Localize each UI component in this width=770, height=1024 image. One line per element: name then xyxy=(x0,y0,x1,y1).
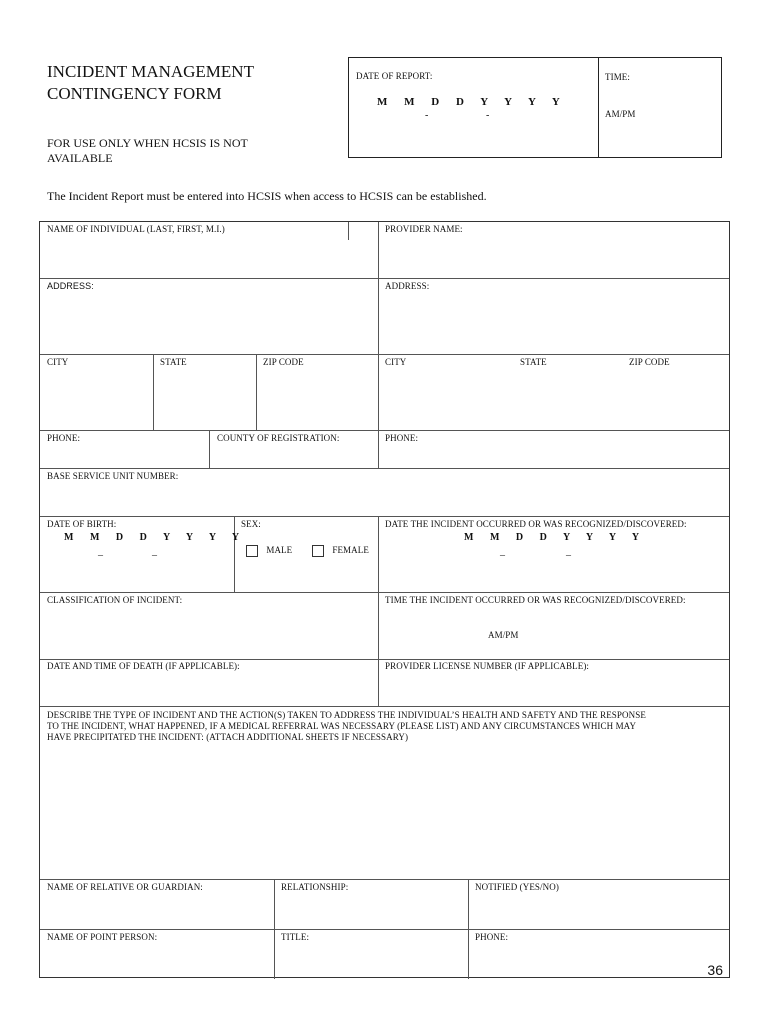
death-date-time-field[interactable]: DATE AND TIME OF DEATH (IF APPLICABLE): xyxy=(47,661,240,671)
title-line-1: INCIDENT MANAGEMENT xyxy=(47,62,254,81)
time-incident-label: TIME THE INCIDENT OCCURRED OR WAS RECOGNIZED/DISCOVERED: xyxy=(385,595,686,605)
point-person-field[interactable]: NAME OF POINT PERSON: xyxy=(47,932,158,942)
provider-name-field[interactable]: PROVIDER NAME: xyxy=(385,224,463,234)
point-person-phone-field[interactable]: PHONE: xyxy=(475,932,509,942)
incident-form-grid xyxy=(39,221,730,978)
date-of-birth-field[interactable]: M M D D Y Y Y Y xyxy=(64,532,240,543)
date-incident-label: DATE THE INCIDENT OCCURRED OR WAS RECOGNIZED/DISCOVERED: xyxy=(385,519,687,529)
individual-city-field[interactable]: CITY xyxy=(47,357,69,367)
female-option[interactable] xyxy=(312,545,369,557)
form-title xyxy=(47,61,254,105)
page-number: 36 xyxy=(707,962,723,978)
describe-line-2: TO THE INCIDENT, WHAT HAPPENED, IF A MEDICAL REFERRAL WAS NECESSARY (PLEASE LIST) AND ANY CIRCUMSTANCES WHICH MAY xyxy=(47,721,637,731)
individual-zip-field[interactable]: ZIP CODE xyxy=(263,357,304,367)
relative-guardian-field[interactable]: NAME OF RELATIVE OR GUARDIAN: xyxy=(47,882,203,892)
title-line-2: CONTINGENCY FORM xyxy=(47,84,222,103)
dob-underscore-1: _ xyxy=(98,546,103,557)
provider-phone-field[interactable]: PHONE: xyxy=(385,433,419,443)
date-incident-field[interactable]: M M D D Y Y Y Y xyxy=(464,532,640,543)
individual-phone-field[interactable]: PHONE: xyxy=(47,433,81,443)
subtitle-line-1: FOR USE ONLY WHEN HCSIS IS NOT xyxy=(47,136,248,150)
female-label: FEMALE xyxy=(332,545,369,556)
time-label: TIME: xyxy=(605,72,630,82)
provider-state-field[interactable]: STATE xyxy=(520,357,547,367)
report-date-box xyxy=(348,57,722,158)
sex-label: SEX: xyxy=(241,519,261,529)
describe-line-1: DESCRIBE THE TYPE OF INCIDENT AND THE ACTION(S) TAKEN TO ADDRESS THE INDIVIDUAL’S HEALTH AND SAFETY AND THE RESPONSE xyxy=(47,710,646,720)
provider-license-field[interactable]: PROVIDER LICENSE NUMBER (IF APPLICABLE): xyxy=(385,661,590,671)
individual-name-field[interactable]: NAME OF INDIVIDUAL (LAST, FIRST, M.I.) xyxy=(47,224,225,234)
male-label: MALE xyxy=(266,545,293,556)
provider-zip-field[interactable]: ZIP CODE xyxy=(629,357,670,367)
form-subtitle xyxy=(47,136,248,166)
title-field[interactable]: TITLE: xyxy=(281,932,310,942)
male-option[interactable] xyxy=(246,545,292,557)
county-registration-field[interactable]: COUNTY OF REGISTRATION: xyxy=(217,433,340,443)
describe-line-3: HAVE PRECIPITATED THE INCIDENT: (ATTACH ADDITIONAL SHEETS IF NECESSARY) xyxy=(47,732,409,742)
provider-city-field[interactable]: CITY xyxy=(385,357,407,367)
relationship-field[interactable]: RELATIONSHIP: xyxy=(281,882,349,892)
notified-field[interactable]: NOTIFIED (YES/NO) xyxy=(475,882,559,892)
subtitle-line-2: AVAILABLE xyxy=(47,151,113,165)
date-of-report-field[interactable]: M M D D Y Y Y Y xyxy=(377,96,560,108)
individual-address-field[interactable]: ADDRESS: xyxy=(47,281,94,291)
hcsis-note: The Incident Report must be entered into HCSIS when access to HCSIS can be established. xyxy=(47,189,487,203)
time-incident-ampm-field[interactable]: AM/PM xyxy=(488,630,519,640)
provider-address-field[interactable]: ADDRESS: xyxy=(385,281,430,291)
describe-incident-field[interactable] xyxy=(47,710,646,743)
dob-underscore-2: _ xyxy=(152,546,157,557)
individual-state-field[interactable]: STATE xyxy=(160,357,187,367)
male-checkbox[interactable] xyxy=(246,545,258,557)
date-of-birth-label: DATE OF BIRTH: xyxy=(47,519,117,529)
date-dash-1: - xyxy=(425,110,429,121)
incident-underscore-1: _ xyxy=(500,546,505,557)
time-ampm-field[interactable]: AM/PM xyxy=(605,109,636,119)
date-dash-2: - xyxy=(486,110,490,121)
classification-field[interactable]: CLASSIFICATION OF INCIDENT: xyxy=(47,595,183,605)
base-service-unit-field[interactable]: BASE SERVICE UNIT NUMBER: xyxy=(47,471,179,481)
date-of-report-label: DATE OF REPORT: xyxy=(356,71,433,81)
incident-underscore-2: _ xyxy=(566,546,571,557)
female-checkbox[interactable] xyxy=(312,545,324,557)
